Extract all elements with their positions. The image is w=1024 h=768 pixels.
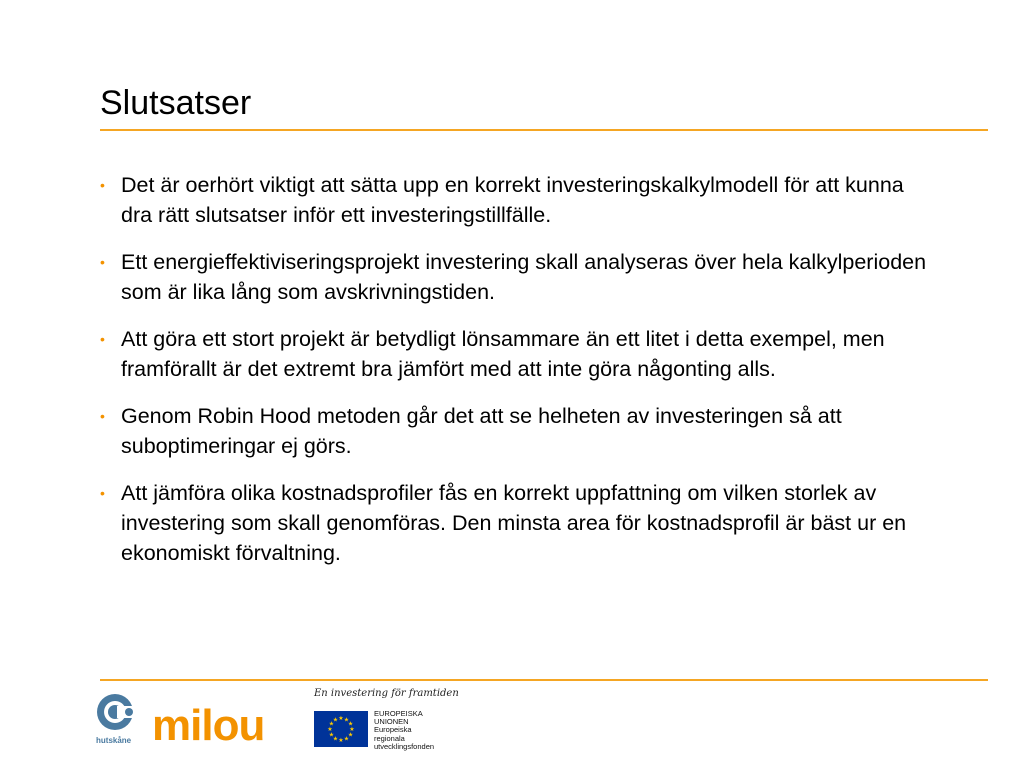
eu-star-icon: ★ [349,727,355,733]
eu-fund-label [374,710,434,751]
bullet-dot-icon: • [100,177,105,193]
eu-line: UNIONEN [374,717,409,727]
footer-divider [100,679,988,681]
bullet-item [100,247,930,307]
eu-flag-icon [314,711,368,747]
bullet-text: Det är oerhört viktigt att sätta upp en korrekt investeringskalkylmodell för att kunna dra rätt slutsatser inför ett investeringstillfälle. [121,173,904,227]
eu-line: Europeiska [374,725,412,735]
bullet-dot-icon: • [100,408,105,424]
eu-star-icon: ★ [328,732,335,739]
eu-star-icon: ★ [343,717,350,724]
eu-star-icon: ★ [332,736,339,743]
bullet-text: Ett energieffektiviseringsprojekt investering skall analyseras över hela kalkylperioden som är lika lång som avskrivningstiden. [121,250,927,304]
eu-star-icon: ★ [338,738,344,744]
bullet-text: Att göra ett stort projekt är betydligt lönsammare än ett litet i detta exempel, men framförallt är det extremt bra jämfört med att inte göra någonting alls. [121,327,885,381]
eu-line: utvecklingsfonden [374,741,435,751]
milou-logo: milou [152,701,265,750]
eu-line: EUROPEISKA [374,709,423,718]
bullet-dot-icon: • [100,485,105,501]
bullet-dot-icon: • [100,254,105,270]
eu-tagline: En investering för framtiden [314,688,459,699]
title-divider [100,129,988,131]
eu-line: regionala [374,733,405,743]
eu-star-icon: ★ [338,716,344,722]
bullet-list [100,170,930,585]
bullet-item [100,170,930,230]
eu-star-icon: ★ [328,721,335,728]
eu-star-icon: ★ [347,721,354,728]
hutskane-logo-text: hutskåne [96,736,132,745]
bullet-text: Att jämföra olika kostnadsprofiler fås en korrekt uppfattning om vilken storlek av investering som skall genomföras. Den minsta area för kostnadsprofil är bäst ur en ekonomiskt förvaltning. [121,481,907,565]
bullet-dot-icon: • [100,331,105,347]
eu-star-icon: ★ [332,717,339,724]
bullet-item [100,324,930,384]
bullet-text: Genom Robin Hood metoden går det att se helheten av investeringen så att suboptimeringar ej görs. [121,404,842,458]
eu-star-icon: ★ [327,727,333,733]
eu-star-icon: ★ [347,732,354,739]
bullet-item [100,401,930,461]
eu-star-icon: ★ [343,736,350,743]
bullet-item [100,478,930,568]
slide-title: Slutsatser [100,84,252,122]
